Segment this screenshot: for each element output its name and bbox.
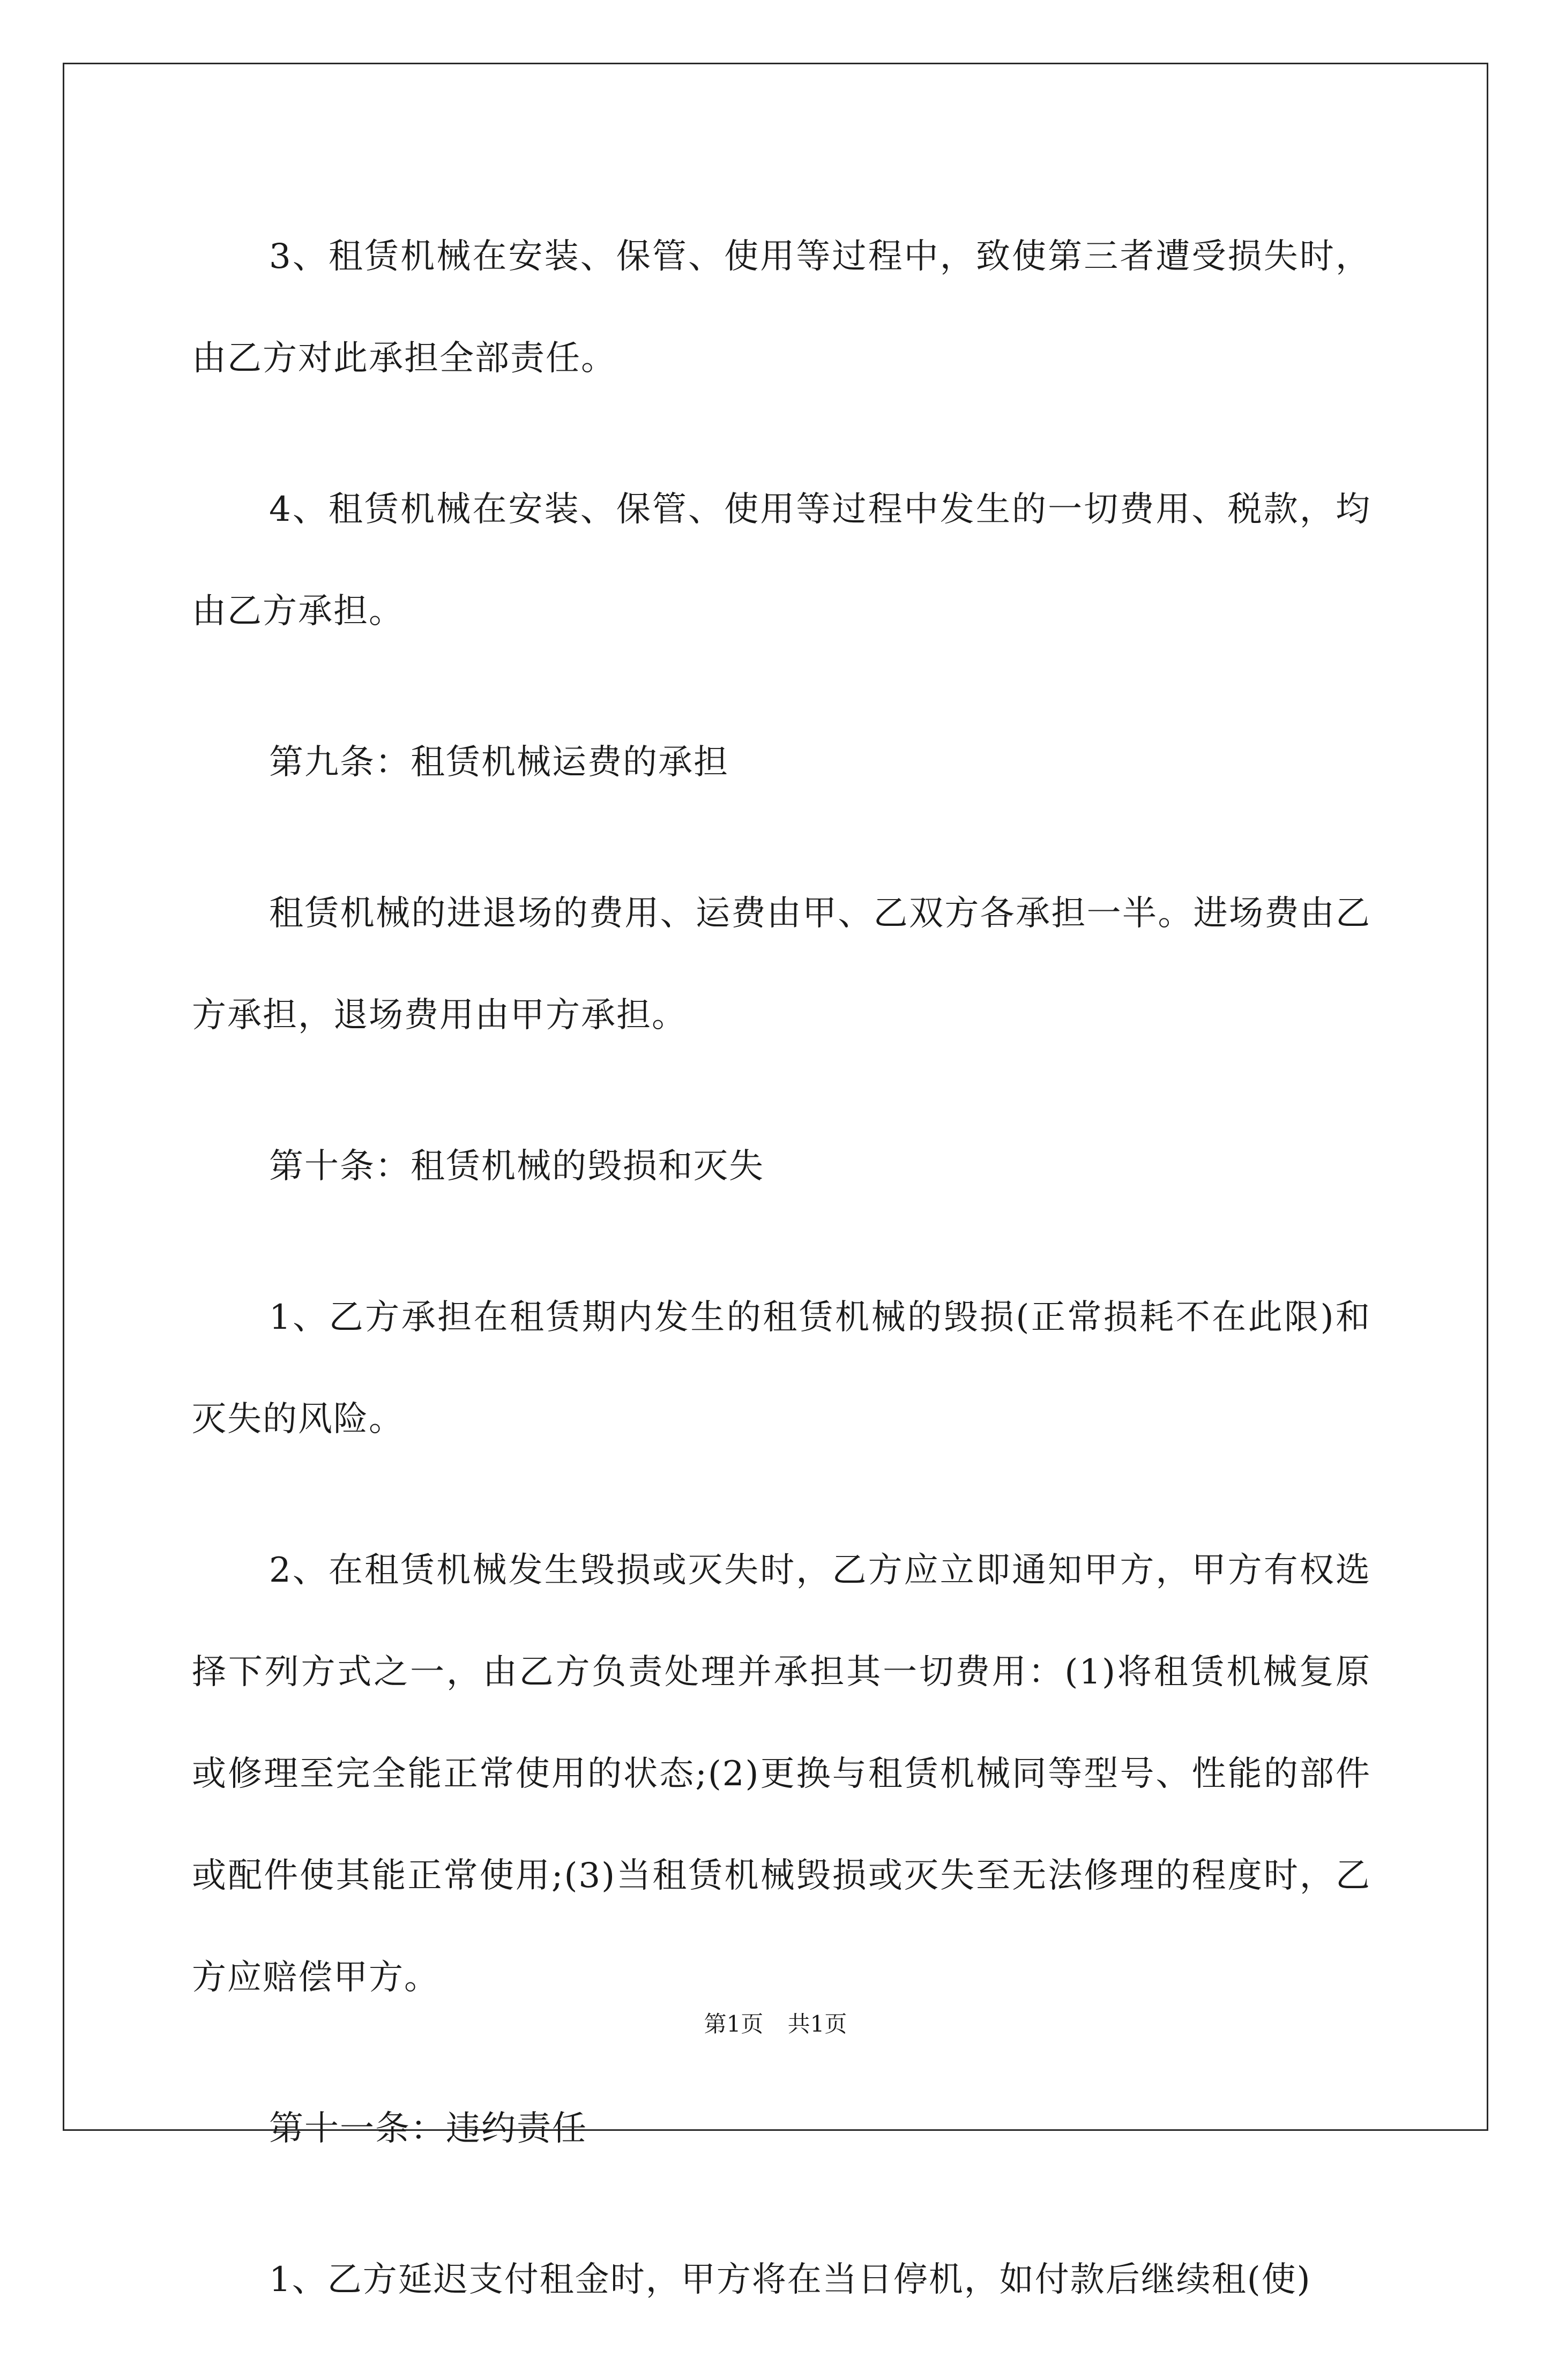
document-body	[192, 206, 1371, 2380]
paragraph-clause-8-item-4: 4、租赁机械在安装、保管、使用等过程中发生的一切费用、税款，均由乙方承担。	[192, 490, 1371, 631]
paragraph-clause-8-item-3: 3、租赁机械在安装、保管、使用等过程中，致使第三者遭受损失时，由乙方对此承担全部责任。	[192, 237, 1371, 378]
heading-clause-11: 第十一条：违约责任	[269, 2109, 587, 2149]
page-total: 共1页	[787, 2011, 847, 2037]
heading-clause-9: 第九条：租赁机械运费的承担	[269, 743, 729, 782]
heading-clause-10: 第十条：租赁机械的毁损和灭失	[269, 1147, 764, 1186]
paragraph-clause-9-body: 租赁机械的进退场的费用、运费由甲、乙双方各承担一半。进场费由乙方承担，退场费用由甲方承担。	[192, 894, 1371, 1035]
paragraph-clause-10-item-1: 1、乙方承担在租赁期内发生的租赁机械的毁损(正常损耗不在此限)和灭失的风险。	[192, 1298, 1371, 1439]
paragraph-clause-11-item-1: 1、乙方延迟支付租金时，甲方将在当日停机，如付款后继续租(使)	[269, 2260, 1311, 2300]
page-footer	[0, 2007, 1551, 2039]
paragraph-clause-10-item-2: 2、在租赁机械发生毁损或灭失时，乙方应立即通知甲方，甲方有权选择下列方式之一，由乙方负责处理并承担其一切费用：(1)将租赁机械复原或修理至完全能正常使用的状态;(2)更换与租赁机械同等型号、性能的部件或配件使其能正常使用;(3)当租赁机械毁损或灭失至无法修理的程度时，乙方应赔偿甲方。	[192, 1551, 1371, 1997]
page-number: 第1页	[704, 2011, 764, 2037]
